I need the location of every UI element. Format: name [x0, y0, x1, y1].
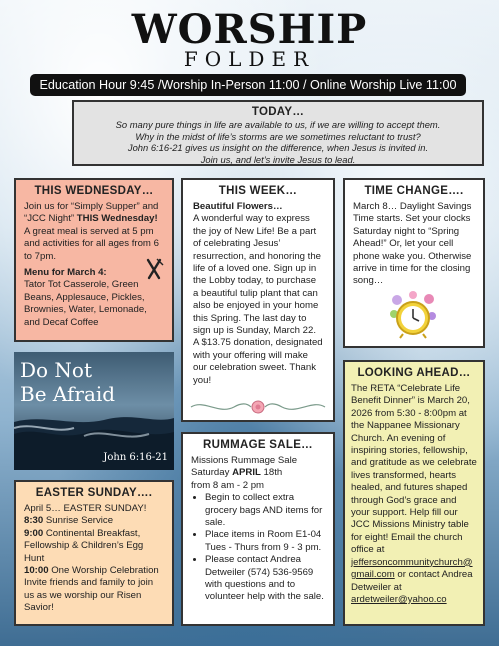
looking-ahead-box — [343, 360, 485, 626]
title-worship: WORSHIP — [131, 6, 368, 53]
wednesday-box — [14, 178, 174, 342]
wednesday-text: Join us for “Simply Supper” and “JCC Night” THIS Wednesday! A great meal is served at 5 pm and activities for all ages from 6 to 7pm. — [24, 201, 159, 262]
time-change-box — [343, 178, 485, 348]
today-line: So many pure things in life are available to us, if we are willing to accept them. — [115, 119, 441, 130]
rummage-heading: RUMMAGE SALE… — [203, 439, 313, 451]
menu-text: Tator Tot Casserole, Green Beans, Applesauce, Pickles, Brownies, Water, Lemonade, and Decaf Coffee — [24, 279, 147, 328]
today-box — [72, 100, 484, 166]
week-subheading: Beautiful Flowers… — [193, 201, 283, 212]
easter-intro: April 5… EASTER SUNDAY! — [24, 503, 147, 514]
week-body: A wonderful way to express the joy of New Life! Be a part of celebrating Jesus’ resurrection, and honoring the life of a loved one. Sign up in the Lobby today, to purchase a beautiful tulip plant that can also be enjoyed in your home this Spring. The last day to sign up is Sunday, March 22. A $13.75 donation, designated with your offering will make our celebration sweet. Thank you! — [193, 213, 323, 386]
looking-heading: LOOKING AHEAD… — [357, 367, 471, 379]
today-line: Join us, and let’s invite Jesus to lead. — [200, 153, 356, 165]
today-line: John 6:16-21 gives us insight on the difference, when Jesus is invited in. — [127, 142, 429, 154]
floral-divider-icon — [189, 398, 327, 416]
service-hours-banner: Education Hour 9:45 /Worship In-Person 11:00 / Online Worship Live 11:00 — [30, 74, 466, 96]
rummage-hours: from 8 am - 2 pm — [191, 479, 265, 491]
fork-knife-icon — [144, 258, 164, 280]
title-folder: FOLDER — [183, 47, 316, 71]
easter-sunday-box — [14, 480, 174, 626]
list-item: • Begin to collect extra grocery bags AND items for sale. — [205, 492, 325, 529]
today-heading: TODAY… — [251, 106, 305, 118]
easter-item: 10:00 One Worship Celebration Invite friends and family to join us as we worship our Risen Savior! — [24, 565, 159, 614]
do-not-be-afraid-image — [14, 352, 174, 470]
image-title: Do Not Be Afraid — [20, 358, 116, 406]
time-heading: TIME CHANGE…. — [364, 185, 464, 197]
this-week-box — [181, 178, 335, 422]
image-verse: John 6:16-21 — [103, 452, 168, 463]
list-item: • Please contact Andrea Detweiler (574) 536-9569 with questions and to volunteer help with the sale. — [205, 554, 325, 604]
time-body: March 8… Daylight Savings Time starts. Set your clocks Saturday night to “Spring Ahead!” Or, let your cell phone wake you. Otherwise arrive in time for the closing song… — [353, 201, 472, 287]
rummage-list — [191, 492, 325, 604]
rummage-line: Missions Rummage Sale — [191, 455, 298, 466]
easter-item: 9:00 Continental Breakfast, Fellowship & Children’s Egg Hunt — [24, 527, 144, 564]
alarm-clock-flowers-icon — [389, 290, 437, 340]
looking-body: The RETA “Celebrate Life Benefit Dinner” is March 20, 2026 from 5:30 - 8:00pm at the Nappanee Missionary Church. An evening of inspiring stories, fellowship, and gratitude as we celebrate lives transformed, hearts healed, and futures shaped through God’s grace and your support. Help fill our JCC Missions Ministry table for eight! Email the church office at jeffersoncommunitychurch@gmail.com or contact Andrea Detweiler at ardetweiler@yahoo.co — [351, 383, 477, 605]
today-line: Why in the midst of life’s storms are we sometimes reluctant to trust? — [135, 130, 421, 142]
rummage-sale-box — [181, 432, 335, 626]
list-item: • Place items in Room E1-04 Tues - Thurs from 9 - 3 pm. — [205, 529, 325, 554]
email-link-church[interactable]: jeffersoncommunitychurch@gmail.com — [351, 556, 473, 581]
rummage-date: Saturday APRIL 18th — [191, 467, 283, 479]
email-link-andrea[interactable]: ardetweiler@yahoo.co — [351, 593, 447, 605]
menu-label: Menu for March 4: — [24, 267, 107, 279]
wednesday-heading: THIS WEDNESDAY… — [34, 185, 154, 197]
easter-heading: EASTER SUNDAY…. — [35, 487, 153, 499]
easter-item: 8:30 Sunrise Service — [24, 515, 114, 527]
week-heading: THIS WEEK… — [218, 185, 298, 197]
